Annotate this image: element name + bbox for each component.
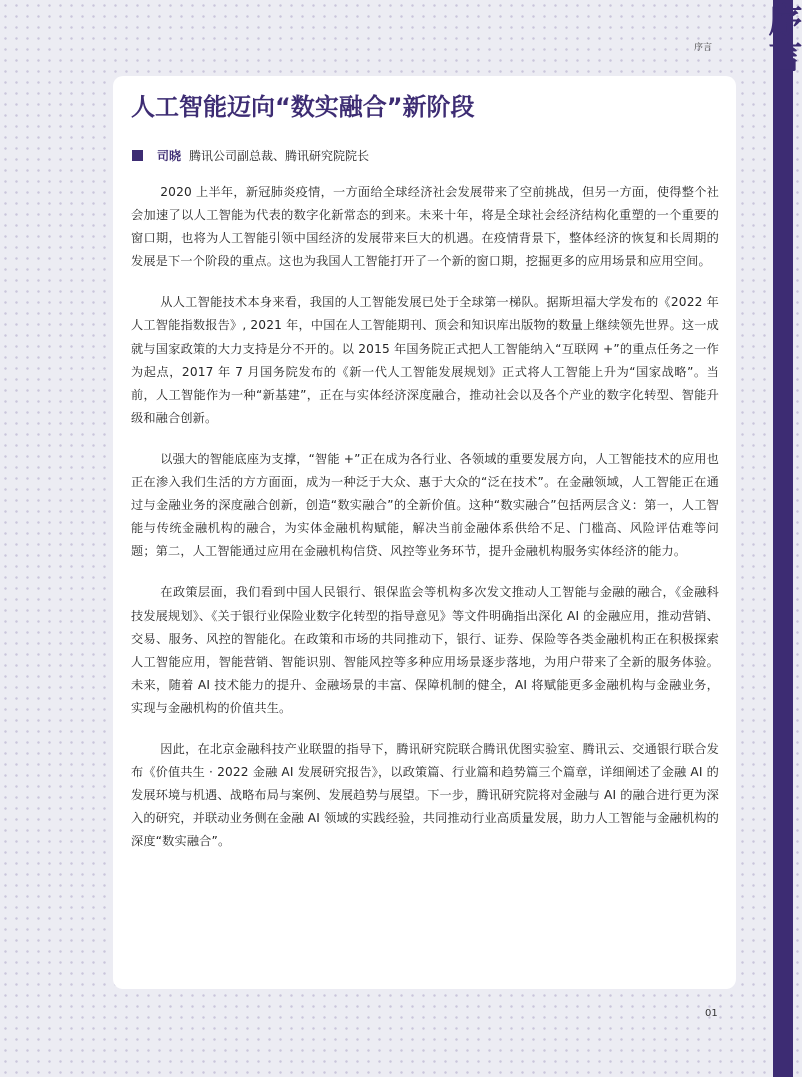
- author-name: 司晓: [157, 149, 182, 163]
- author-role: 腾讯公司副总裁、腾讯研究院院长: [189, 149, 370, 163]
- section-label: 序言: [762, 2, 802, 74]
- paragraph: 以强大的智能底座为支撑，“智能 +”正在成为各行业、各领域的重要发展方向，人工智能技术的应用也正在渗入我们生活的方方面面，成为一种泛于大众、惠于大众的“泛在技术”。在金融领域，人工智能正在通过与金融业务的深度融合创新，创造“数实融合”的全新价值。这种“数实融合”包括两层含义：第一，人工智能与传统金融机构的融合，为实体金融机构赋能，解决当前金融体系供给不足、门槛高、风险评估难等问题；第二，人工智能通过应用在金融机构信贷、风控等业务环节，提升金融机构服务实体经济的能力。: [131, 451, 719, 559]
- body-text: [131, 181, 719, 871]
- paragraph: 从人工智能技术本身来看，我国的人工智能发展已处于全球第一梯队。据斯坦福大学发布的《2022 年人工智能指数报告》, 2021 年，中国在人工智能期刊、顶会和知识库出版物的数量上继续领先世界。这一成就与国家政策的大力支持是分不开的。以 2015 年国务院正式把人工智能纳入“互联网 +”的重点任务之一作为起点，2017 年 7 月国务院发布的《新一代人工智能发展规划》正式将人工智能上升为“国家战略”。当前，人工智能作为一种“新基建”，正在与实体经济深度融合，推动社会以及各个产业的数字化转型、智能升级和融合创新。: [131, 295, 719, 425]
- paragraph: 在政策层面，我们看到中国人民银行、银保监会等机构多次发文推动人工智能与金融的融合，《金融科技发展规划》、《关于银行业保险业数字化转型的指导意见》等文件明确指出深化 AI 的金融应用，推动营销、交易、服务、风控的智能化。在政策和市场的共同推动下，银行、证券、保险等各类金融机构正在积极探索人工智能应用，智能营销、智能识别、智能风控等多种应用场景逐步落地，为用户带来了全新的服务体验。未来，随着 AI 技术能力的提升、金融场景的丰富、保障机制的健全，AI 将赋能更多金融机构与金融业务，实现与金融机构的价值共生。: [131, 585, 719, 715]
- paragraph: 2020 上半年，新冠肺炎疫情，一方面给全球经济社会发展带来了空前挑战，但另一方面，使得整个社会加速了以人工智能为代表的数字化新常态的到来。未来十年，将是全球社会经济结构化重塑的一个重要的窗口期，也将为人工智能引领中国经济的发展带来巨大的机遇。在疫情背景下，整体经济的恢复和长周期的发展是下一个阶段的重点。这也为我国人工智能打开了一个新的窗口期，挖掘更多的应用场景和应用空间。: [131, 185, 719, 269]
- author-line: [132, 147, 369, 165]
- side-accent-bar: [773, 0, 793, 1077]
- author-marker-icon: [132, 150, 143, 161]
- page-number: 01: [705, 1008, 718, 1019]
- running-header: 序言: [694, 43, 713, 53]
- page-title: 人工智能迈向“数实融合”新阶段: [131, 93, 475, 121]
- paragraph: 因此，在北京金融科技产业联盟的指导下，腾讯研究院联合腾讯优图实验室、腾讯云、交通银行联合发布《价值共生 · 2022 金融 AI 发展研究报告》，以政策篇、行业篇和趋势篇三个篇章，详细阐述了金融 AI 的发展环境与机遇、战略布局与案例、发展趋势与展望。下一步，腾讯研究院将对金融与 AI 的融合进行更为深入的研究，并联动业务侧在金融 AI 领域的实践经验，共同推动行业高质量发展，助力人工智能与金融机构的深度“数实融合”。: [131, 741, 720, 849]
